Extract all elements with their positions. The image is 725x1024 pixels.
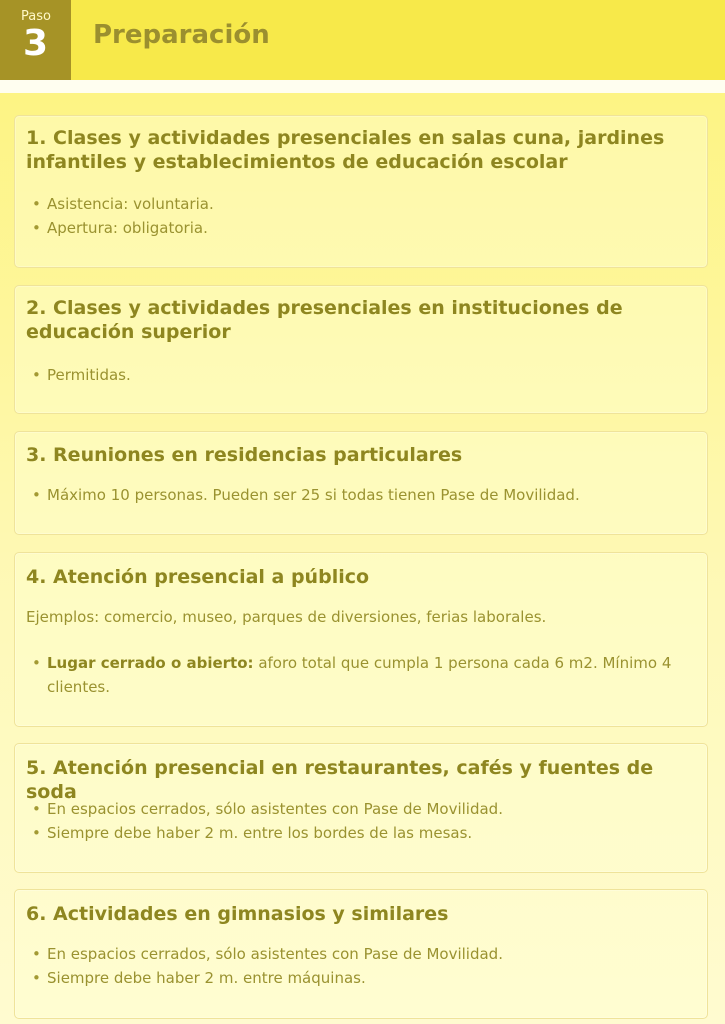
card-public-attention xyxy=(14,552,708,727)
list-item xyxy=(30,651,680,699)
list-item: • Asistencia: voluntaria. xyxy=(30,192,680,216)
card-education-schools xyxy=(14,115,708,268)
bullet-list xyxy=(30,797,680,845)
card-title: 3. Reuniones en residencias particulares xyxy=(26,444,463,466)
step-number: 3 xyxy=(23,23,49,64)
card-title: 5. Atención presencial en restaurantes, cafés y fuentes de soda xyxy=(26,757,654,803)
list-item: • En espacios cerrados, sólo asistentes con Pase de Movilidad. xyxy=(30,942,680,966)
card-higher-education xyxy=(14,285,708,414)
list-item: • Siempre debe haber 2 m. entre máquinas. xyxy=(30,966,680,990)
card-private-meetings xyxy=(14,431,708,535)
bullet-text: aforo total que cumpla 1 persona cada 6 m2. Mínimo 4 clientes. xyxy=(47,654,672,696)
bullet-list xyxy=(30,192,680,240)
bullet-list xyxy=(30,363,680,387)
card-gyms xyxy=(14,889,708,1019)
bullet-list xyxy=(30,651,680,699)
card-title: 2. Clases y actividades presenciales en instituciones de educación superior xyxy=(26,297,623,343)
card-title: 1. Clases y actividades presenciales en salas cuna, jardines infantiles y establecimientos de educación escolar xyxy=(26,127,665,173)
header-divider xyxy=(0,80,725,93)
card-description: Ejemplos: comercio, museo, parques de diversiones, ferias laborales. xyxy=(26,608,547,626)
step-badge xyxy=(0,0,71,80)
bullet-bold-label: Lugar cerrado o abierto: xyxy=(47,654,254,672)
card-title: 6. Actividades en gimnasios y similares xyxy=(26,903,449,925)
card-restaurants xyxy=(14,743,708,873)
list-item: • Máximo 10 personas. Pueden ser 25 si todas tienen Pase de Movilidad. xyxy=(30,483,680,507)
card-title: 4. Atención presencial a público xyxy=(26,566,370,588)
page-title: Preparación xyxy=(93,20,270,50)
list-item: • Siempre debe haber 2 m. entre los bordes de las mesas. xyxy=(30,821,680,845)
bullet-list xyxy=(30,483,680,507)
list-item: • Permitidas. xyxy=(30,363,680,387)
bullet-list xyxy=(30,942,680,990)
page-header xyxy=(0,0,725,80)
list-item: • Apertura: obligatoria. xyxy=(30,216,680,240)
list-item: • En espacios cerrados, sólo asistentes con Pase de Movilidad. xyxy=(30,797,680,821)
step-label: Paso xyxy=(21,9,51,24)
